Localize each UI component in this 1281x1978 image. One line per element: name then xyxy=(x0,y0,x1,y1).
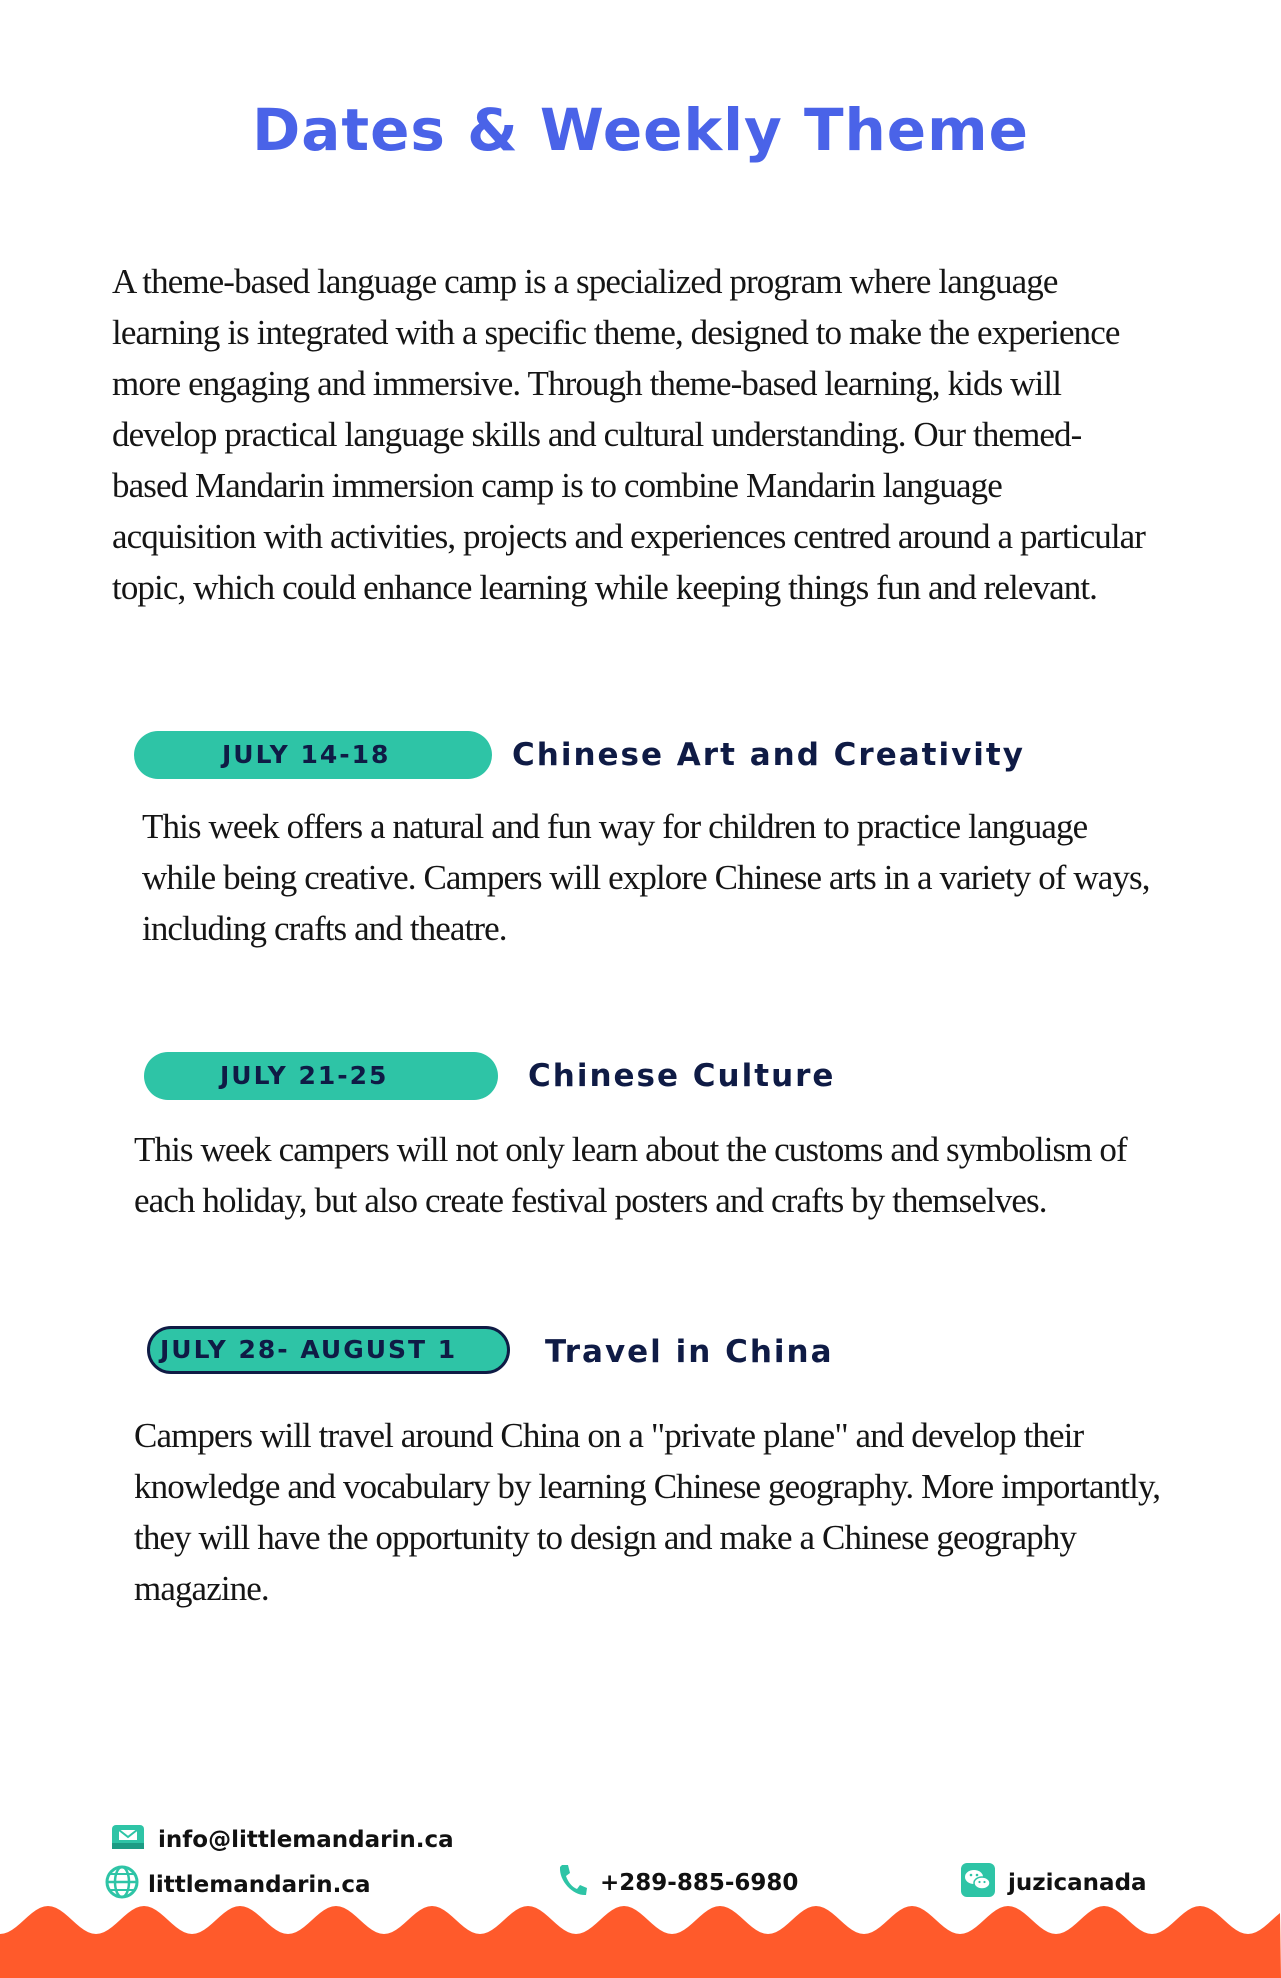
date-pill-2 xyxy=(144,1052,498,1100)
date-pill-label: JULY 21-25 xyxy=(220,1061,389,1090)
email-icon xyxy=(110,1823,146,1857)
date-pill-label: JULY 28- AUGUST 1 xyxy=(160,1335,458,1364)
week-theme-title: Chinese Art and Creativity xyxy=(512,737,1025,773)
bottom-wave-decoration xyxy=(0,1898,1281,1978)
date-pill-3 xyxy=(147,1326,510,1374)
intro-paragraph: A theme-based language camp is a specialized program where language learning is integrated with a specific theme, designed to make the experience more engaging and immersive. Through theme-based learning, kids will develop practical language skills and cultural understanding. Our themed-based Mandarin immersion camp is to combine Mandarin language acquisition with activities, projects and experiences centred around a particular topic, which could enhance learning while keeping things fun and relevant. xyxy=(112,262,1146,607)
email-text: info@littlemandarin.ca xyxy=(158,1827,454,1853)
week-description: This week offers a natural and fun way for children to practice language while being creative. Campers will explore Chinese arts in a variety of ways, including crafts and theatre. xyxy=(142,807,1150,948)
phone-text: +289-885-6980 xyxy=(600,1870,799,1896)
week-theme-title: Chinese Culture xyxy=(528,1058,836,1094)
wechat-text: juzicanada xyxy=(1008,1870,1147,1896)
website-text: littlemandarin.ca xyxy=(148,1872,371,1898)
week-description: Campers will travel around China on a "private plane" and develop their knowledge and vocabulary by learning Chinese geography. More importantly, they will have the opportunity to design and make a Chinese geography magazine. xyxy=(134,1416,1161,1608)
date-pill-1 xyxy=(134,731,492,779)
week-theme-title: Travel in China xyxy=(545,1334,834,1370)
page-title: Dates & Weekly Theme xyxy=(252,96,1029,164)
week-description: This week campers will not only learn about the customs and symbolism of each holiday, but also create festival posters and crafts by themselves. xyxy=(134,1130,1127,1220)
footer-email[interactable] xyxy=(110,1823,454,1857)
date-pill-label: JULY 14-18 xyxy=(222,740,391,769)
